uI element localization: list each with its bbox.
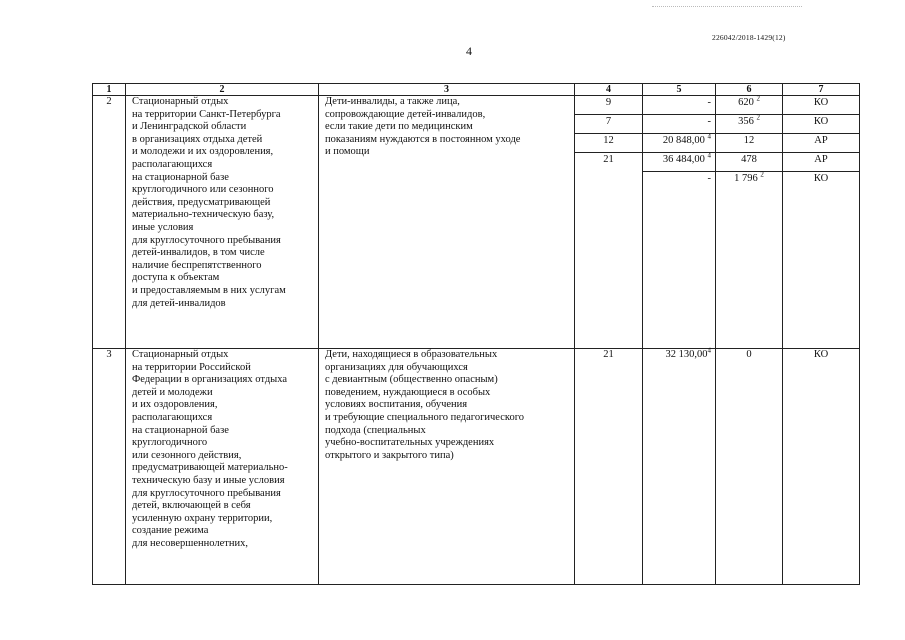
col6-cell	[716, 96, 783, 349]
text-line: действия, предусматривающей	[132, 196, 271, 208]
col-header: 2	[126, 84, 319, 96]
text-line: показаниям нуждаются в постоянном уходе	[325, 133, 521, 145]
service-description	[126, 349, 319, 585]
footnote-mark: 2	[756, 113, 760, 122]
col-header: 5	[643, 84, 716, 96]
footnote-mark: 4	[707, 132, 711, 141]
subrow-c7-value	[783, 172, 859, 190]
text-line: поведением, нуждающиеся в особых	[325, 386, 491, 398]
cell-value: -	[707, 97, 711, 108]
text-line: и Ленинградской области	[132, 121, 247, 133]
cell-value: КО	[813, 173, 829, 184]
cell-value: 20 848,00	[662, 135, 705, 146]
row-number: 3	[93, 349, 126, 585]
col7-cell	[783, 96, 860, 349]
subrow-c6-value	[716, 134, 782, 153]
text-line: или сезонного действия,	[132, 449, 242, 461]
col-header: 4	[575, 84, 643, 96]
col4-cell	[575, 96, 643, 349]
subrow-c4-value	[575, 153, 642, 171]
subrow-c4-value	[575, 115, 642, 134]
text-line: материально-техническую базу,	[132, 209, 275, 221]
subrow-c5-value	[643, 134, 715, 153]
services-table	[92, 83, 860, 585]
subrow-c5-value	[643, 115, 715, 134]
text-line: предусматривающей материально-	[132, 462, 288, 474]
cell-value: -	[707, 116, 711, 127]
cell-value: АР	[814, 154, 828, 165]
cell-value: 478	[741, 154, 757, 165]
col5-cell	[643, 96, 716, 349]
cell-value: 1 796	[734, 173, 758, 184]
col-header: 7	[783, 84, 860, 96]
footnote-mark: 4	[707, 346, 711, 355]
text-line: Дети-инвалиды, а также лица,	[325, 96, 460, 107]
col-header: 1	[93, 84, 126, 96]
text-line: доступа к объектам	[132, 272, 220, 284]
text-line: наличие беспрепятственного	[132, 259, 262, 271]
subrow-c4-value	[575, 96, 642, 115]
text-line: детей-инвалидов, в том числе	[132, 247, 265, 259]
recipient-category	[319, 96, 575, 349]
col6-cell: 0	[716, 349, 783, 585]
service-description	[126, 96, 319, 349]
cell-value: 12	[743, 135, 755, 146]
text-line: располагающихся	[132, 158, 213, 170]
text-line: и предоставляемым в них услугам	[132, 284, 286, 296]
cell-value: КО	[813, 97, 829, 108]
footnote-mark: 2	[756, 94, 760, 103]
subrow-c5-value	[643, 153, 715, 172]
table-header-row	[93, 84, 860, 96]
table-row	[93, 96, 860, 349]
subrow-c6-value	[716, 172, 782, 190]
subrow-c4-value	[575, 134, 642, 153]
cell-value: 356	[738, 116, 754, 127]
col-header: 6	[716, 84, 783, 96]
footnote-mark: 2	[760, 170, 764, 179]
text-line: круглогодичного или сезонного	[132, 184, 274, 196]
text-line: на стационарной базе	[132, 424, 229, 436]
subrow-c7-value	[783, 115, 859, 134]
text-line: подхода (специальных	[325, 424, 426, 436]
footnote-mark: 4	[707, 151, 711, 160]
table-row	[93, 349, 860, 585]
text-line: Стационарный отдых	[132, 96, 229, 107]
text-line: в организациях отдыха детей	[132, 133, 263, 145]
subrow-c6-value	[716, 115, 782, 134]
col-header: 3	[319, 84, 575, 96]
text-line: техническую базу и иные условия	[132, 474, 285, 486]
subrow-c6-value	[716, 153, 782, 172]
text-line: иные условия	[132, 221, 194, 233]
cell-value: 21	[603, 154, 614, 165]
text-line: Дети, находящиеся в образовательных	[325, 349, 498, 360]
text-line: с девиантным (общественно опасным)	[325, 374, 498, 386]
text-line: для круглосуточного пребывания	[132, 487, 281, 499]
text-line: детей, включающей в себя	[132, 500, 251, 512]
col5-cell	[643, 346, 716, 585]
col4-cell: 21	[575, 349, 643, 585]
cell-value: 620	[738, 97, 754, 108]
text-line: на стационарной базе	[132, 171, 229, 183]
text-line: и помощи	[325, 146, 370, 158]
text-line: сопровождающие детей-инвалидов,	[325, 108, 486, 120]
text-line: на территории Санкт-Петербурга	[132, 108, 281, 120]
text-line: учебно-воспитательных учреждениях	[325, 437, 495, 449]
text-line: Стационарный отдых	[132, 349, 229, 360]
page-number: 4	[466, 44, 472, 58]
subrow-c7-value	[783, 96, 859, 115]
cell-value: 12	[603, 135, 614, 146]
subrow-c7-value	[783, 153, 859, 172]
text-line: создание режима	[132, 525, 209, 537]
subrow-c7-value	[783, 134, 859, 153]
text-line: на территории Российской	[132, 361, 251, 373]
text-line: для круглосуточного пребывания	[132, 234, 281, 246]
text-line: и молодежи и их оздоровления,	[132, 146, 274, 158]
text-line: располагающихся	[132, 411, 213, 423]
subrow-c5-value	[643, 96, 715, 115]
scan-artifact	[652, 6, 802, 8]
document-number: 226042/2018-1429(12)	[712, 33, 786, 42]
text-line: усиленную охрану территории,	[132, 512, 273, 524]
text-line: организациях для обучающихся	[325, 361, 468, 373]
text-line: детей и молодежи	[132, 386, 213, 398]
cell-value: 9	[605, 97, 612, 108]
subrow-c6-value	[716, 96, 782, 115]
price-value: 32 130,00	[665, 349, 708, 360]
cell-value: АР	[814, 135, 828, 146]
text-line: условиях воспитания, обучения	[325, 399, 468, 411]
col7-cell: КО	[783, 349, 860, 585]
subrow-c5-value	[643, 172, 715, 190]
text-line: круглогодичного	[132, 437, 208, 449]
cell-value: КО	[813, 116, 829, 127]
text-line: открытого и закрытого типа)	[325, 449, 454, 461]
cell-value: -	[707, 173, 711, 184]
cell-value: 7	[605, 116, 612, 127]
text-line: Федерации в организациях отдыха	[132, 374, 287, 386]
text-line: если такие дети по медицинским	[325, 121, 473, 133]
row-number: 2	[93, 96, 126, 349]
text-line: для несовершеннолетних,	[132, 537, 248, 549]
text-line: и их оздоровления,	[132, 399, 218, 411]
text-line: для детей-инвалидов	[132, 297, 226, 309]
subrow-c4-value	[575, 171, 642, 189]
text-line: и требующие специального педагогического	[325, 411, 524, 423]
recipient-category	[319, 349, 575, 585]
cell-value: 36 484,00	[662, 154, 705, 165]
